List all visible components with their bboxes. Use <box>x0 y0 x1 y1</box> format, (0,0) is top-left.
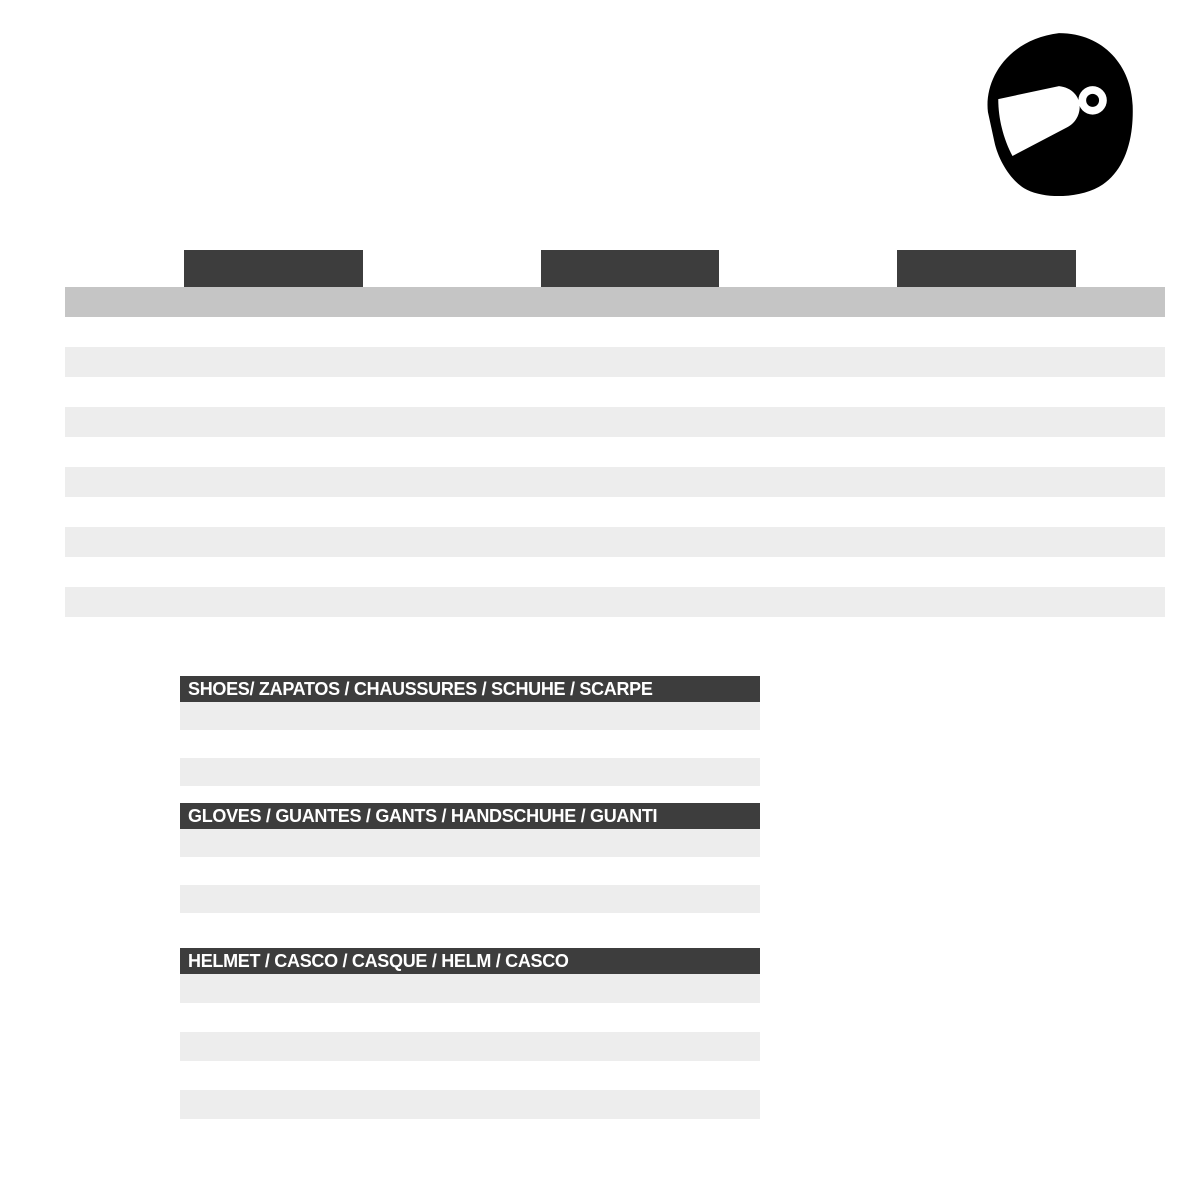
size-table-row <box>65 437 1165 467</box>
helmet-values <box>180 1003 760 1032</box>
helmet-size-header-row <box>65 1090 760 1119</box>
gloves-row <box>65 829 760 857</box>
shoes-table-header: SHOES/ ZAPATOS / CHAUSSURES / SCHUHE / SCARPE <box>180 676 760 702</box>
shoes-table <box>65 676 760 786</box>
standard-label <box>65 1003 180 1032</box>
standard-label <box>65 1061 180 1090</box>
size-table-row <box>65 557 1165 587</box>
gloves-row <box>65 885 760 913</box>
helmet-sizing-table <box>65 948 760 1148</box>
standard-label <box>65 1119 180 1148</box>
spacer <box>65 948 180 974</box>
shoes-values <box>180 702 760 730</box>
helmet-sizes <box>180 974 760 1003</box>
size-table-row <box>65 587 1165 617</box>
language-row <box>75 160 119 191</box>
spacer <box>65 974 180 1003</box>
spacer <box>65 803 180 829</box>
row-label <box>65 758 180 786</box>
size-table-row <box>65 407 1165 437</box>
size-table-row <box>65 317 1165 347</box>
size-table <box>65 250 1165 617</box>
spacer <box>65 676 180 702</box>
language-row <box>75 36 119 67</box>
size-group-xl <box>719 250 897 287</box>
helmet-icon <box>980 28 1138 196</box>
size-group-s <box>184 250 362 287</box>
helmet-table-header: HELMET / CASCO / CASQUE / HELM / CASCO <box>180 948 760 974</box>
size-table-row <box>65 377 1165 407</box>
size-group-m <box>363 250 541 287</box>
row-label <box>65 829 180 857</box>
helmet-sizes <box>180 1032 760 1061</box>
row-label <box>65 857 180 885</box>
shoes-row <box>65 702 760 730</box>
helmet-sizes <box>180 1090 760 1119</box>
size-table-row <box>65 347 1165 377</box>
spacer <box>65 1032 180 1061</box>
size-group-l <box>541 250 719 287</box>
helmet-value-row <box>65 1003 760 1032</box>
row-label <box>65 885 180 913</box>
size-table-row <box>65 527 1165 557</box>
language-row <box>75 67 119 98</box>
gloves-values <box>180 885 760 913</box>
language-row <box>75 129 119 160</box>
helmet-value-row <box>65 1061 760 1090</box>
spacer <box>65 1090 180 1119</box>
language-row <box>75 98 119 129</box>
size-table-body <box>65 317 1165 617</box>
language-title-block <box>75 36 119 191</box>
shoes-values <box>180 730 760 758</box>
gloves-values <box>180 857 760 885</box>
row-label <box>65 730 180 758</box>
helmet-value-row <box>65 1119 760 1148</box>
gloves-row <box>65 857 760 885</box>
helmet-size-header-row <box>65 1032 760 1061</box>
shoes-row <box>65 758 760 786</box>
gloves-table-header: GLOVES / GUANTES / GANTS / HANDSCHUHE / GUANTI <box>180 803 760 829</box>
helmet-values <box>180 1119 760 1148</box>
size-group-xxl <box>897 250 1075 287</box>
helmet-size-header-row <box>65 974 760 1003</box>
shoes-values <box>180 758 760 786</box>
size-group-row <box>65 250 1165 287</box>
gloves-table <box>65 803 760 913</box>
size-table-row <box>65 497 1165 527</box>
gloves-values <box>180 829 760 857</box>
shoes-row <box>65 730 760 758</box>
size-number-band <box>65 287 1165 317</box>
row-label <box>65 702 180 730</box>
size-table-row <box>65 467 1165 497</box>
helmet-values <box>180 1061 760 1090</box>
